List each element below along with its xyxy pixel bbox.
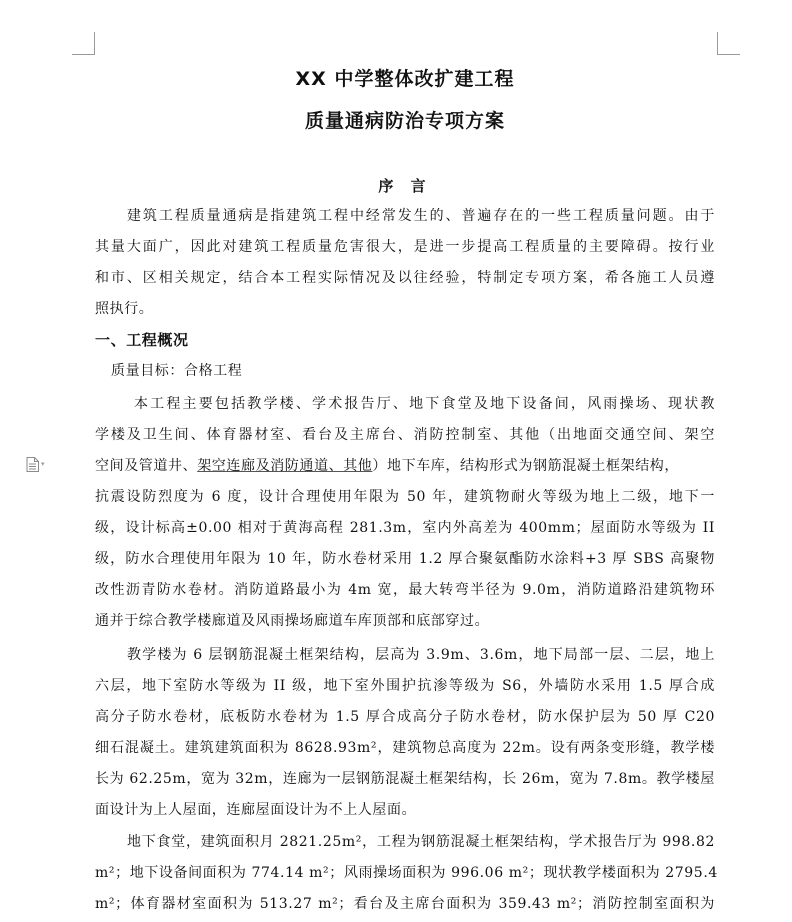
document-title: XX 中学整体改扩建工程 — [295, 68, 515, 90]
page-icon — [26, 457, 39, 472]
paragraph-line: 地下食堂，建筑面积月 2821.25m²，工程为钢筋混凝土框架结构，学术报告厅为 998.82 — [127, 834, 715, 850]
paragraph-text: ）地下车库，结构形式为钢筋混凝土框架结构， — [372, 458, 680, 474]
quality-goal: 质量目标：合格工程 — [111, 363, 243, 379]
paragraph-line — [95, 456, 715, 476]
chevron-down-icon: ▾ — [41, 460, 45, 468]
paragraph-line: 本工程主要包括教学楼、学术报告厅、地下食堂及地下设备间，风雨操场、现状教 — [134, 396, 715, 412]
underlined-text: 架空连廊及消防通道、其他 — [197, 458, 373, 474]
paragraph-line: 改性沥青防水卷材。消防道路最小为 4m 宽，最大转弯半径为 9.0m，消防道路沿建筑物环 — [95, 582, 715, 598]
paragraph-line: 教学楼为 6 层钢筋混凝土框架结构，层高为 3.9m、3.6m，地下局部一层、二层，地上 — [127, 647, 715, 663]
document-subtitle: 质量通病防治专项方案 — [304, 110, 505, 132]
paragraph-line: 学楼及卫生间、体育器材室、看台及主席台、消防控制室、其他（出地面交通空间、架空 — [95, 427, 715, 443]
paragraph-line: 面设计为上人屋面，连廊屋面设计为不上人屋面。 — [95, 802, 417, 818]
paragraph-line: 级，防水合理使用年限为 10 年，防水卷材采用 1.2 厚合聚氨酯防水涂料+3 厚 SBS 高聚物 — [95, 551, 715, 567]
document-options-icon[interactable] — [26, 456, 54, 472]
preface-line: 照执行。 — [95, 301, 154, 317]
preface-line: 和市、区相关规定，结合本工程实际情况及以往经验，特制定专项方案，希各施工人员遵 — [95, 270, 715, 286]
preface-heading: 序 言 — [378, 177, 432, 195]
crop-mark-top-left — [72, 32, 95, 55]
paragraph-text: 空间及管道井、 — [95, 458, 198, 474]
crop-mark-top-right — [717, 32, 740, 55]
paragraph-line: 细石混凝土。建筑建筑面积为 8628.93m²，建筑物总高度为 22m。设有两条变形缝，教学楼 — [95, 740, 715, 756]
paragraph-line: 抗震设防烈度为 6 度，设计合理使用年限为 50 年，建筑物耐火等级为地上二级，地下一 — [95, 489, 715, 505]
paragraph-line: 级，设计标高±0.00 相对于黄海高程 281.3m，室内外高差为 400mm；屋面防水等级为 II — [95, 520, 715, 536]
paragraph-line: 六层，地下室防水等级为 II 级，地下室外围护抗渗等级为 S6，外墙防水采用 1.5 厚合成 — [95, 678, 715, 694]
paragraph-line: 长为 62.25m，宽为 32m，连廊为一层钢筋混凝土框架结构，长 26m，宽为 7.8m。教学楼屋 — [95, 771, 715, 787]
paragraph-line: 通并于综合教学楼廊道及风雨操场廊道车库顶部和底部穿过。 — [95, 613, 490, 629]
preface-line: 其量大面广，因此对建筑工程质量危害很大，是进一步提高工程质量的主要障碍。按行业 — [95, 239, 715, 255]
preface-line: 建筑工程质量通病是指建筑工程中经常发生的、普遍存在的一些工程质量问题。由于 — [127, 208, 715, 224]
paragraph-line: 高分子防水卷材，底板防水卷材为 1.5 厚合成高分子防水卷材，防水保护层为 50 厚 C20 — [95, 709, 715, 725]
paragraph-line: m²；地下设备间面积为 774.14 m²；风雨操场面积为 996.06 m²；现状教学楼面积为 2795.4 — [95, 865, 718, 881]
section-heading: 一、工程概况 — [95, 331, 189, 349]
paragraph-line: m²；体育器材室面积为 513.27 m²；看台及主席台面积为 359.43 m²；消防控制室面积为 — [95, 896, 715, 912]
